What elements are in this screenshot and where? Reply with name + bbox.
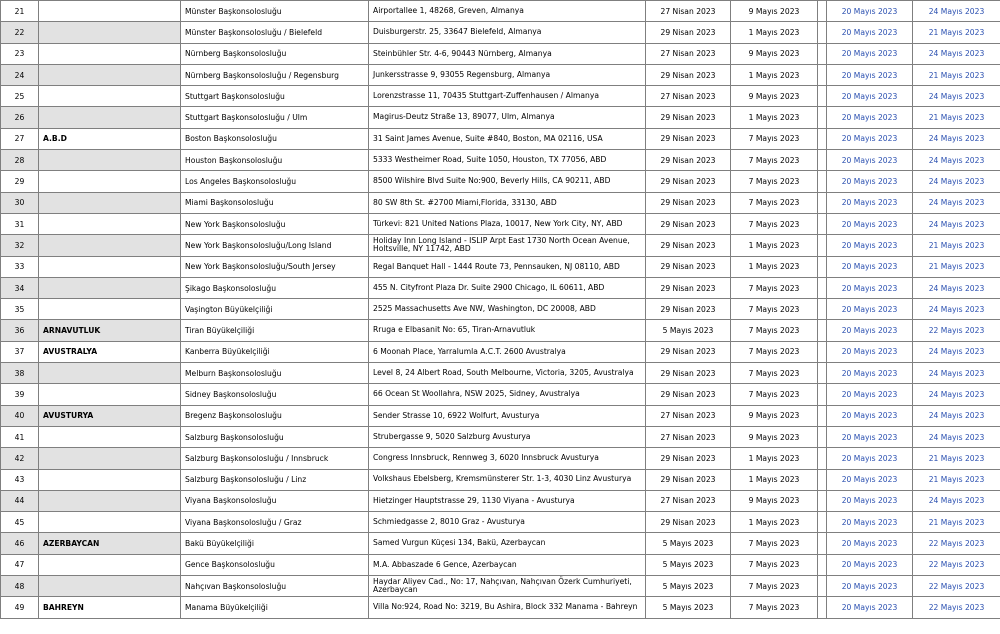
separator-cell: [818, 256, 827, 277]
result-date-2-cell: 24 Mayıs 2023: [913, 341, 1000, 362]
start-date-cell: 29 Nisan 2023: [646, 299, 731, 320]
address-cell: Lorenzstrasse 11, 70435 Stuttgart-Zuffenhausen / Almanya: [369, 86, 646, 107]
start-date-cell: 5 Mayıs 2023: [646, 320, 731, 341]
table-row: [1, 363, 1000, 384]
mission-cell: Boston Başkonsolosluğu: [181, 128, 369, 149]
country-cell: AZERBAYCAN: [39, 533, 181, 554]
result-date-2-cell: 24 Mayıs 2023: [913, 490, 1000, 511]
mission-cell: Houston Başkonsolosluğu: [181, 150, 369, 171]
result-date-2-cell: 21 Mayıs 2023: [913, 235, 1000, 256]
separator-cell: [818, 107, 827, 128]
address-cell: Magirus-Deutz Straße 13, 89077, Ulm, Almanya: [369, 107, 646, 128]
table-row: [1, 150, 1000, 171]
address-cell: Regal Banquet Hall - 1444 Route 73, Pennsauken, NJ 08110, ABD: [369, 256, 646, 277]
result-date-2-cell: 24 Mayıs 2023: [913, 86, 1000, 107]
table-row: [1, 213, 1000, 234]
result-date-1-cell: 20 Mayıs 2023: [827, 384, 913, 405]
result-date-2-cell: 22 Mayıs 2023: [913, 320, 1000, 341]
mission-cell: Miami Başkonsolosluğu: [181, 192, 369, 213]
end-date-cell: 7 Mayıs 2023: [731, 171, 818, 192]
row-number: 38: [1, 363, 39, 384]
country-cell: [39, 22, 181, 43]
mission-cell: Sidney Başkonsolosluğu: [181, 384, 369, 405]
address-cell: 8500 Wilshire Blvd Suite No:900, Beverly Hills, CA 90211, ABD: [369, 171, 646, 192]
table-row: [1, 490, 1000, 511]
end-date-cell: 9 Mayıs 2023: [731, 43, 818, 64]
table-row: [1, 469, 1000, 490]
start-date-cell: 27 Nisan 2023: [646, 426, 731, 447]
separator-cell: [818, 213, 827, 234]
address-cell: Türkevi: 821 United Nations Plaza, 10017, New York City, NY, ABD: [369, 213, 646, 234]
address-cell: Level 8, 24 Albert Road, South Melbourne, Victoria, 3205, Avustralya: [369, 363, 646, 384]
result-date-2-cell: 21 Mayıs 2023: [913, 512, 1000, 533]
end-date-cell: 7 Mayıs 2023: [731, 320, 818, 341]
separator-cell: [818, 86, 827, 107]
start-date-cell: 29 Nisan 2023: [646, 469, 731, 490]
result-date-1-cell: 20 Mayıs 2023: [827, 363, 913, 384]
mission-cell: Salzburg Başkonsolosluğu / Linz: [181, 469, 369, 490]
country-cell: [39, 469, 181, 490]
address-cell: 6 Moonah Place, Yarralumla A.C.T. 2600 Avustralya: [369, 341, 646, 362]
mission-cell: Münster Başkonsolosluğu: [181, 1, 369, 22]
country-cell: AVUSTRALYA: [39, 341, 181, 362]
separator-cell: [818, 150, 827, 171]
start-date-cell: 29 Nisan 2023: [646, 128, 731, 149]
end-date-cell: 1 Mayıs 2023: [731, 22, 818, 43]
mission-cell: Vaşington Büyükelçiliği: [181, 299, 369, 320]
result-date-1-cell: 20 Mayıs 2023: [827, 512, 913, 533]
row-number: 25: [1, 86, 39, 107]
country-cell: [39, 448, 181, 469]
result-date-1-cell: 20 Mayıs 2023: [827, 107, 913, 128]
separator-cell: [818, 512, 827, 533]
separator-cell: [818, 192, 827, 213]
end-date-cell: 7 Mayıs 2023: [731, 213, 818, 234]
row-number: 44: [1, 490, 39, 511]
address-cell: M.A. Abbaszade 6 Gence, Azerbaycan: [369, 554, 646, 575]
country-cell: [39, 490, 181, 511]
table-row: [1, 256, 1000, 277]
separator-cell: [818, 405, 827, 426]
country-cell: [39, 256, 181, 277]
result-date-1-cell: 20 Mayıs 2023: [827, 43, 913, 64]
address-cell: Strubergasse 9, 5020 Salzburg Avusturya: [369, 426, 646, 447]
table-row: [1, 341, 1000, 362]
start-date-cell: 27 Nisan 2023: [646, 86, 731, 107]
result-date-2-cell: 24 Mayıs 2023: [913, 192, 1000, 213]
row-number: 45: [1, 512, 39, 533]
country-cell: [39, 512, 181, 533]
address-cell: Duisburgerstr. 25, 33647 Bielefeld, Almanya: [369, 22, 646, 43]
row-number: 22: [1, 22, 39, 43]
row-number: 30: [1, 192, 39, 213]
result-date-1-cell: 20 Mayıs 2023: [827, 277, 913, 298]
address-cell: 80 SW 8th St. #2700 Miami,Florida, 33130, ABD: [369, 192, 646, 213]
row-number: 47: [1, 554, 39, 575]
country-cell: [39, 299, 181, 320]
row-number: 49: [1, 597, 39, 618]
table-row: [1, 86, 1000, 107]
table-row: [1, 405, 1000, 426]
table-row: [1, 384, 1000, 405]
result-date-2-cell: 24 Mayıs 2023: [913, 299, 1000, 320]
separator-cell: [818, 448, 827, 469]
result-date-1-cell: 20 Mayıs 2023: [827, 235, 913, 256]
mission-cell: Viyana Başkonsolosluğu: [181, 490, 369, 511]
row-number: 26: [1, 107, 39, 128]
mission-cell: Stuttgart Başkonsolosluğu / Ulm: [181, 107, 369, 128]
table-row: [1, 554, 1000, 575]
result-date-2-cell: 21 Mayıs 2023: [913, 469, 1000, 490]
separator-cell: [818, 64, 827, 85]
mission-cell: Bregenz Başkonsolosluğu: [181, 405, 369, 426]
table-row: [1, 597, 1000, 618]
result-date-2-cell: 21 Mayıs 2023: [913, 22, 1000, 43]
result-date-2-cell: 24 Mayıs 2023: [913, 363, 1000, 384]
mission-cell: Salzburg Başkonsolosluğu / Innsbruck: [181, 448, 369, 469]
table-row: [1, 533, 1000, 554]
table-row: [1, 576, 1000, 597]
table-row: [1, 22, 1000, 43]
separator-cell: [818, 277, 827, 298]
start-date-cell: 29 Nisan 2023: [646, 363, 731, 384]
end-date-cell: 7 Mayıs 2023: [731, 277, 818, 298]
start-date-cell: 29 Nisan 2023: [646, 256, 731, 277]
row-number: 33: [1, 256, 39, 277]
country-cell: [39, 1, 181, 22]
address-cell: 5333 Westheimer Road, Suite 1050, Houston, TX 77056, ABD: [369, 150, 646, 171]
start-date-cell: 5 Mayıs 2023: [646, 576, 731, 597]
mission-cell: Kanberra Büyükelçiliği: [181, 341, 369, 362]
row-number: 36: [1, 320, 39, 341]
end-date-cell: 1 Mayıs 2023: [731, 469, 818, 490]
separator-cell: [818, 341, 827, 362]
table-row: [1, 43, 1000, 64]
result-date-1-cell: 20 Mayıs 2023: [827, 341, 913, 362]
end-date-cell: 1 Mayıs 2023: [731, 64, 818, 85]
separator-cell: [818, 533, 827, 554]
start-date-cell: 29 Nisan 2023: [646, 22, 731, 43]
separator-cell: [818, 171, 827, 192]
row-number: 48: [1, 576, 39, 597]
result-date-1-cell: 20 Mayıs 2023: [827, 150, 913, 171]
address-cell: Sender Strasse 10, 6922 Wolfurt, Avusturya: [369, 405, 646, 426]
result-date-1-cell: 20 Mayıs 2023: [827, 448, 913, 469]
row-number: 35: [1, 299, 39, 320]
result-date-1-cell: 20 Mayıs 2023: [827, 320, 913, 341]
end-date-cell: 7 Mayıs 2023: [731, 363, 818, 384]
row-number: 21: [1, 1, 39, 22]
result-date-2-cell: 24 Mayıs 2023: [913, 128, 1000, 149]
separator-cell: [818, 554, 827, 575]
result-date-2-cell: 24 Mayıs 2023: [913, 384, 1000, 405]
result-date-2-cell: 21 Mayıs 2023: [913, 107, 1000, 128]
row-number: 46: [1, 533, 39, 554]
result-date-2-cell: 24 Mayıs 2023: [913, 150, 1000, 171]
mission-cell: Los Angeles Başkonsolosluğu: [181, 171, 369, 192]
result-date-2-cell: 24 Mayıs 2023: [913, 426, 1000, 447]
table-row: [1, 192, 1000, 213]
table-row: [1, 299, 1000, 320]
result-date-1-cell: 20 Mayıs 2023: [827, 576, 913, 597]
country-cell: [39, 384, 181, 405]
mission-cell: Nürnberg Başkonsolosluğu: [181, 43, 369, 64]
separator-cell: [818, 426, 827, 447]
start-date-cell: 5 Mayıs 2023: [646, 533, 731, 554]
separator-cell: [818, 43, 827, 64]
start-date-cell: 29 Nisan 2023: [646, 341, 731, 362]
address-cell: Schmiedgasse 2, 8010 Graz - Avusturya: [369, 512, 646, 533]
table-row: [1, 64, 1000, 85]
result-date-2-cell: 24 Mayıs 2023: [913, 1, 1000, 22]
end-date-cell: 1 Mayıs 2023: [731, 107, 818, 128]
start-date-cell: 29 Nisan 2023: [646, 512, 731, 533]
mission-cell: Stuttgart Başkonsolosluğu: [181, 86, 369, 107]
separator-cell: [818, 597, 827, 618]
result-date-2-cell: 21 Mayıs 2023: [913, 256, 1000, 277]
country-cell: [39, 107, 181, 128]
mission-cell: Bakü Büyükelçiliği: [181, 533, 369, 554]
result-date-1-cell: 20 Mayıs 2023: [827, 22, 913, 43]
result-date-2-cell: 24 Mayıs 2023: [913, 405, 1000, 426]
result-date-1-cell: 20 Mayıs 2023: [827, 405, 913, 426]
result-date-1-cell: 20 Mayıs 2023: [827, 86, 913, 107]
result-date-2-cell: 22 Mayıs 2023: [913, 554, 1000, 575]
mission-cell: Manama Büyükelçiliği: [181, 597, 369, 618]
separator-cell: [818, 1, 827, 22]
row-number: 29: [1, 171, 39, 192]
end-date-cell: 7 Mayıs 2023: [731, 299, 818, 320]
separator-cell: [818, 363, 827, 384]
result-date-1-cell: 20 Mayıs 2023: [827, 426, 913, 447]
result-date-1-cell: 20 Mayıs 2023: [827, 1, 913, 22]
end-date-cell: 7 Mayıs 2023: [731, 576, 818, 597]
separator-cell: [818, 235, 827, 256]
table-row: [1, 235, 1000, 256]
country-cell: [39, 277, 181, 298]
country-cell: A.B.D: [39, 128, 181, 149]
row-number: 42: [1, 448, 39, 469]
separator-cell: [818, 384, 827, 405]
address-cell: 455 N. Cityfront Plaza Dr. Suite 2900 Chicago, IL 60611, ABD: [369, 277, 646, 298]
table-row: [1, 107, 1000, 128]
separator-cell: [818, 469, 827, 490]
row-number: 24: [1, 64, 39, 85]
address-cell: 31 Saint James Avenue, Suite #840, Boston, MA 02116, USA: [369, 128, 646, 149]
address-cell: Volkshaus Ebelsberg, Kremsmünsterer Str. 1-3, 4030 Linz Avusturya: [369, 469, 646, 490]
mission-cell: Salzburg Başkonsolosluğu: [181, 426, 369, 447]
result-date-1-cell: 20 Mayıs 2023: [827, 554, 913, 575]
start-date-cell: 27 Nisan 2023: [646, 43, 731, 64]
result-date-1-cell: 20 Mayıs 2023: [827, 213, 913, 234]
result-date-1-cell: 20 Mayıs 2023: [827, 490, 913, 511]
result-date-1-cell: 20 Mayıs 2023: [827, 533, 913, 554]
row-number: 23: [1, 43, 39, 64]
address-cell: Samed Vurgun Küçesi 134, Bakü, Azerbaycan: [369, 533, 646, 554]
country-cell: [39, 171, 181, 192]
start-date-cell: 29 Nisan 2023: [646, 235, 731, 256]
address-cell: 66 Ocean St Woollahra, NSW 2025, Sidney, Avustralya: [369, 384, 646, 405]
end-date-cell: 7 Mayıs 2023: [731, 597, 818, 618]
row-number: 31: [1, 213, 39, 234]
separator-cell: [818, 128, 827, 149]
result-date-1-cell: 20 Mayıs 2023: [827, 299, 913, 320]
start-date-cell: 29 Nisan 2023: [646, 107, 731, 128]
result-date-1-cell: 20 Mayıs 2023: [827, 256, 913, 277]
country-cell: [39, 86, 181, 107]
address-cell: Rruga e Elbasanit No: 65, Tiran-Arnavutluk: [369, 320, 646, 341]
result-date-2-cell: 22 Mayıs 2023: [913, 576, 1000, 597]
table-row: [1, 277, 1000, 298]
table-row: [1, 426, 1000, 447]
row-number: 32: [1, 235, 39, 256]
country-cell: [39, 576, 181, 597]
end-date-cell: 7 Mayıs 2023: [731, 150, 818, 171]
mission-cell: Münster Başkonsolosluğu / Bielefeld: [181, 22, 369, 43]
table-row: [1, 320, 1000, 341]
result-date-2-cell: 22 Mayıs 2023: [913, 533, 1000, 554]
address-cell: Steinbühler Str. 4-6, 90443 Nürnberg, Almanya: [369, 43, 646, 64]
mission-cell: Tiran Büyükelçiliği: [181, 320, 369, 341]
result-date-2-cell: 22 Mayıs 2023: [913, 597, 1000, 618]
country-cell: [39, 192, 181, 213]
start-date-cell: 29 Nisan 2023: [646, 448, 731, 469]
start-date-cell: 29 Nisan 2023: [646, 150, 731, 171]
end-date-cell: 9 Mayıs 2023: [731, 86, 818, 107]
result-date-1-cell: 20 Mayıs 2023: [827, 128, 913, 149]
result-date-1-cell: 20 Mayıs 2023: [827, 171, 913, 192]
mission-cell: Melburn Başkonsolosluğu: [181, 363, 369, 384]
start-date-cell: 27 Nisan 2023: [646, 490, 731, 511]
row-number: 40: [1, 405, 39, 426]
separator-cell: [818, 299, 827, 320]
row-number: 41: [1, 426, 39, 447]
start-date-cell: 29 Nisan 2023: [646, 171, 731, 192]
start-date-cell: 5 Mayıs 2023: [646, 597, 731, 618]
country-cell: [39, 235, 181, 256]
country-cell: ARNAVUTLUK: [39, 320, 181, 341]
start-date-cell: 5 Mayıs 2023: [646, 554, 731, 575]
country-cell: AVUSTURYA: [39, 405, 181, 426]
address-cell: Junkersstrasse 9, 93055 Regensburg, Almanya: [369, 64, 646, 85]
table-row: [1, 128, 1000, 149]
address-cell: Airportallee 1, 48268, Greven, Almanya: [369, 1, 646, 22]
result-date-1-cell: 20 Mayıs 2023: [827, 192, 913, 213]
start-date-cell: 29 Nisan 2023: [646, 192, 731, 213]
country-cell: BAHREYN: [39, 597, 181, 618]
mission-cell: New York Başkonsolosluğu/South Jersey: [181, 256, 369, 277]
result-date-2-cell: 21 Mayıs 2023: [913, 448, 1000, 469]
end-date-cell: 7 Mayıs 2023: [731, 554, 818, 575]
result-date-2-cell: 21 Mayıs 2023: [913, 64, 1000, 85]
end-date-cell: 7 Mayıs 2023: [731, 128, 818, 149]
row-number: 28: [1, 150, 39, 171]
start-date-cell: 29 Nisan 2023: [646, 213, 731, 234]
country-cell: [39, 363, 181, 384]
row-number: 34: [1, 277, 39, 298]
result-date-2-cell: 24 Mayıs 2023: [913, 171, 1000, 192]
country-cell: [39, 64, 181, 85]
end-date-cell: 9 Mayıs 2023: [731, 490, 818, 511]
separator-cell: [818, 320, 827, 341]
table-row: [1, 512, 1000, 533]
row-number: 27: [1, 128, 39, 149]
mission-cell: Şikago Başkonsolosluğu: [181, 277, 369, 298]
start-date-cell: 29 Nisan 2023: [646, 277, 731, 298]
end-date-cell: 1 Mayıs 2023: [731, 256, 818, 277]
country-cell: [39, 213, 181, 234]
end-date-cell: 7 Mayıs 2023: [731, 533, 818, 554]
end-date-cell: 7 Mayıs 2023: [731, 384, 818, 405]
separator-cell: [818, 490, 827, 511]
mission-cell: Gence Başkonsolosluğu: [181, 554, 369, 575]
country-cell: [39, 426, 181, 447]
address-cell: Holiday Inn Long Island - ISLIP Arpt East 1730 North Ocean Avenue, Holtsville, NY 11742, ABD: [369, 235, 646, 256]
end-date-cell: 9 Mayıs 2023: [731, 426, 818, 447]
address-cell: Hietzinger Hauptstrasse 29, 1130 Viyana - Avusturya: [369, 490, 646, 511]
row-number: 39: [1, 384, 39, 405]
start-date-cell: 29 Nisan 2023: [646, 64, 731, 85]
mission-cell: Nürnberg Başkonsolosluğu / Regensburg: [181, 64, 369, 85]
end-date-cell: 1 Mayıs 2023: [731, 512, 818, 533]
mission-cell: Viyana Başkonsolosluğu / Graz: [181, 512, 369, 533]
address-cell: Haydar Aliyev Cad., No: 17, Nahçıvan, Nahçıvan Özerk Cumhuriyeti, Azerbaycan: [369, 576, 646, 597]
row-number: 37: [1, 341, 39, 362]
address-cell: Congress Innsbruck, Rennweg 3, 6020 Innsbruck Avusturya: [369, 448, 646, 469]
result-date-2-cell: 24 Mayıs 2023: [913, 43, 1000, 64]
mission-cell: New York Başkonsolosluğu: [181, 213, 369, 234]
country-cell: [39, 554, 181, 575]
end-date-cell: 1 Mayıs 2023: [731, 448, 818, 469]
start-date-cell: 27 Nisan 2023: [646, 1, 731, 22]
result-date-1-cell: 20 Mayıs 2023: [827, 64, 913, 85]
address-cell: 2525 Massachusetts Ave NW, Washington, DC 20008, ABD: [369, 299, 646, 320]
end-date-cell: 9 Mayıs 2023: [731, 405, 818, 426]
start-date-cell: 29 Nisan 2023: [646, 384, 731, 405]
country-cell: [39, 150, 181, 171]
end-date-cell: 7 Mayıs 2023: [731, 341, 818, 362]
result-date-2-cell: 24 Mayıs 2023: [913, 213, 1000, 234]
end-date-cell: 7 Mayıs 2023: [731, 192, 818, 213]
result-date-1-cell: 20 Mayıs 2023: [827, 469, 913, 490]
end-date-cell: 1 Mayıs 2023: [731, 235, 818, 256]
separator-cell: [818, 576, 827, 597]
result-date-2-cell: 24 Mayıs 2023: [913, 277, 1000, 298]
address-cell: Villa No:924, Road No: 3219, Bu Ashira, Block 332 Manama - Bahreyn: [369, 597, 646, 618]
table-row: [1, 1, 1000, 22]
start-date-cell: 27 Nisan 2023: [646, 405, 731, 426]
table-row: [1, 171, 1000, 192]
country-cell: [39, 43, 181, 64]
end-date-cell: 9 Mayıs 2023: [731, 1, 818, 22]
result-date-1-cell: 20 Mayıs 2023: [827, 597, 913, 618]
mission-cell: Nahçıvan Başkonsolosluğu: [181, 576, 369, 597]
table-row: [1, 448, 1000, 469]
row-number: 43: [1, 469, 39, 490]
mission-cell: New York Başkonsolosluğu/Long Island: [181, 235, 369, 256]
separator-cell: [818, 22, 827, 43]
